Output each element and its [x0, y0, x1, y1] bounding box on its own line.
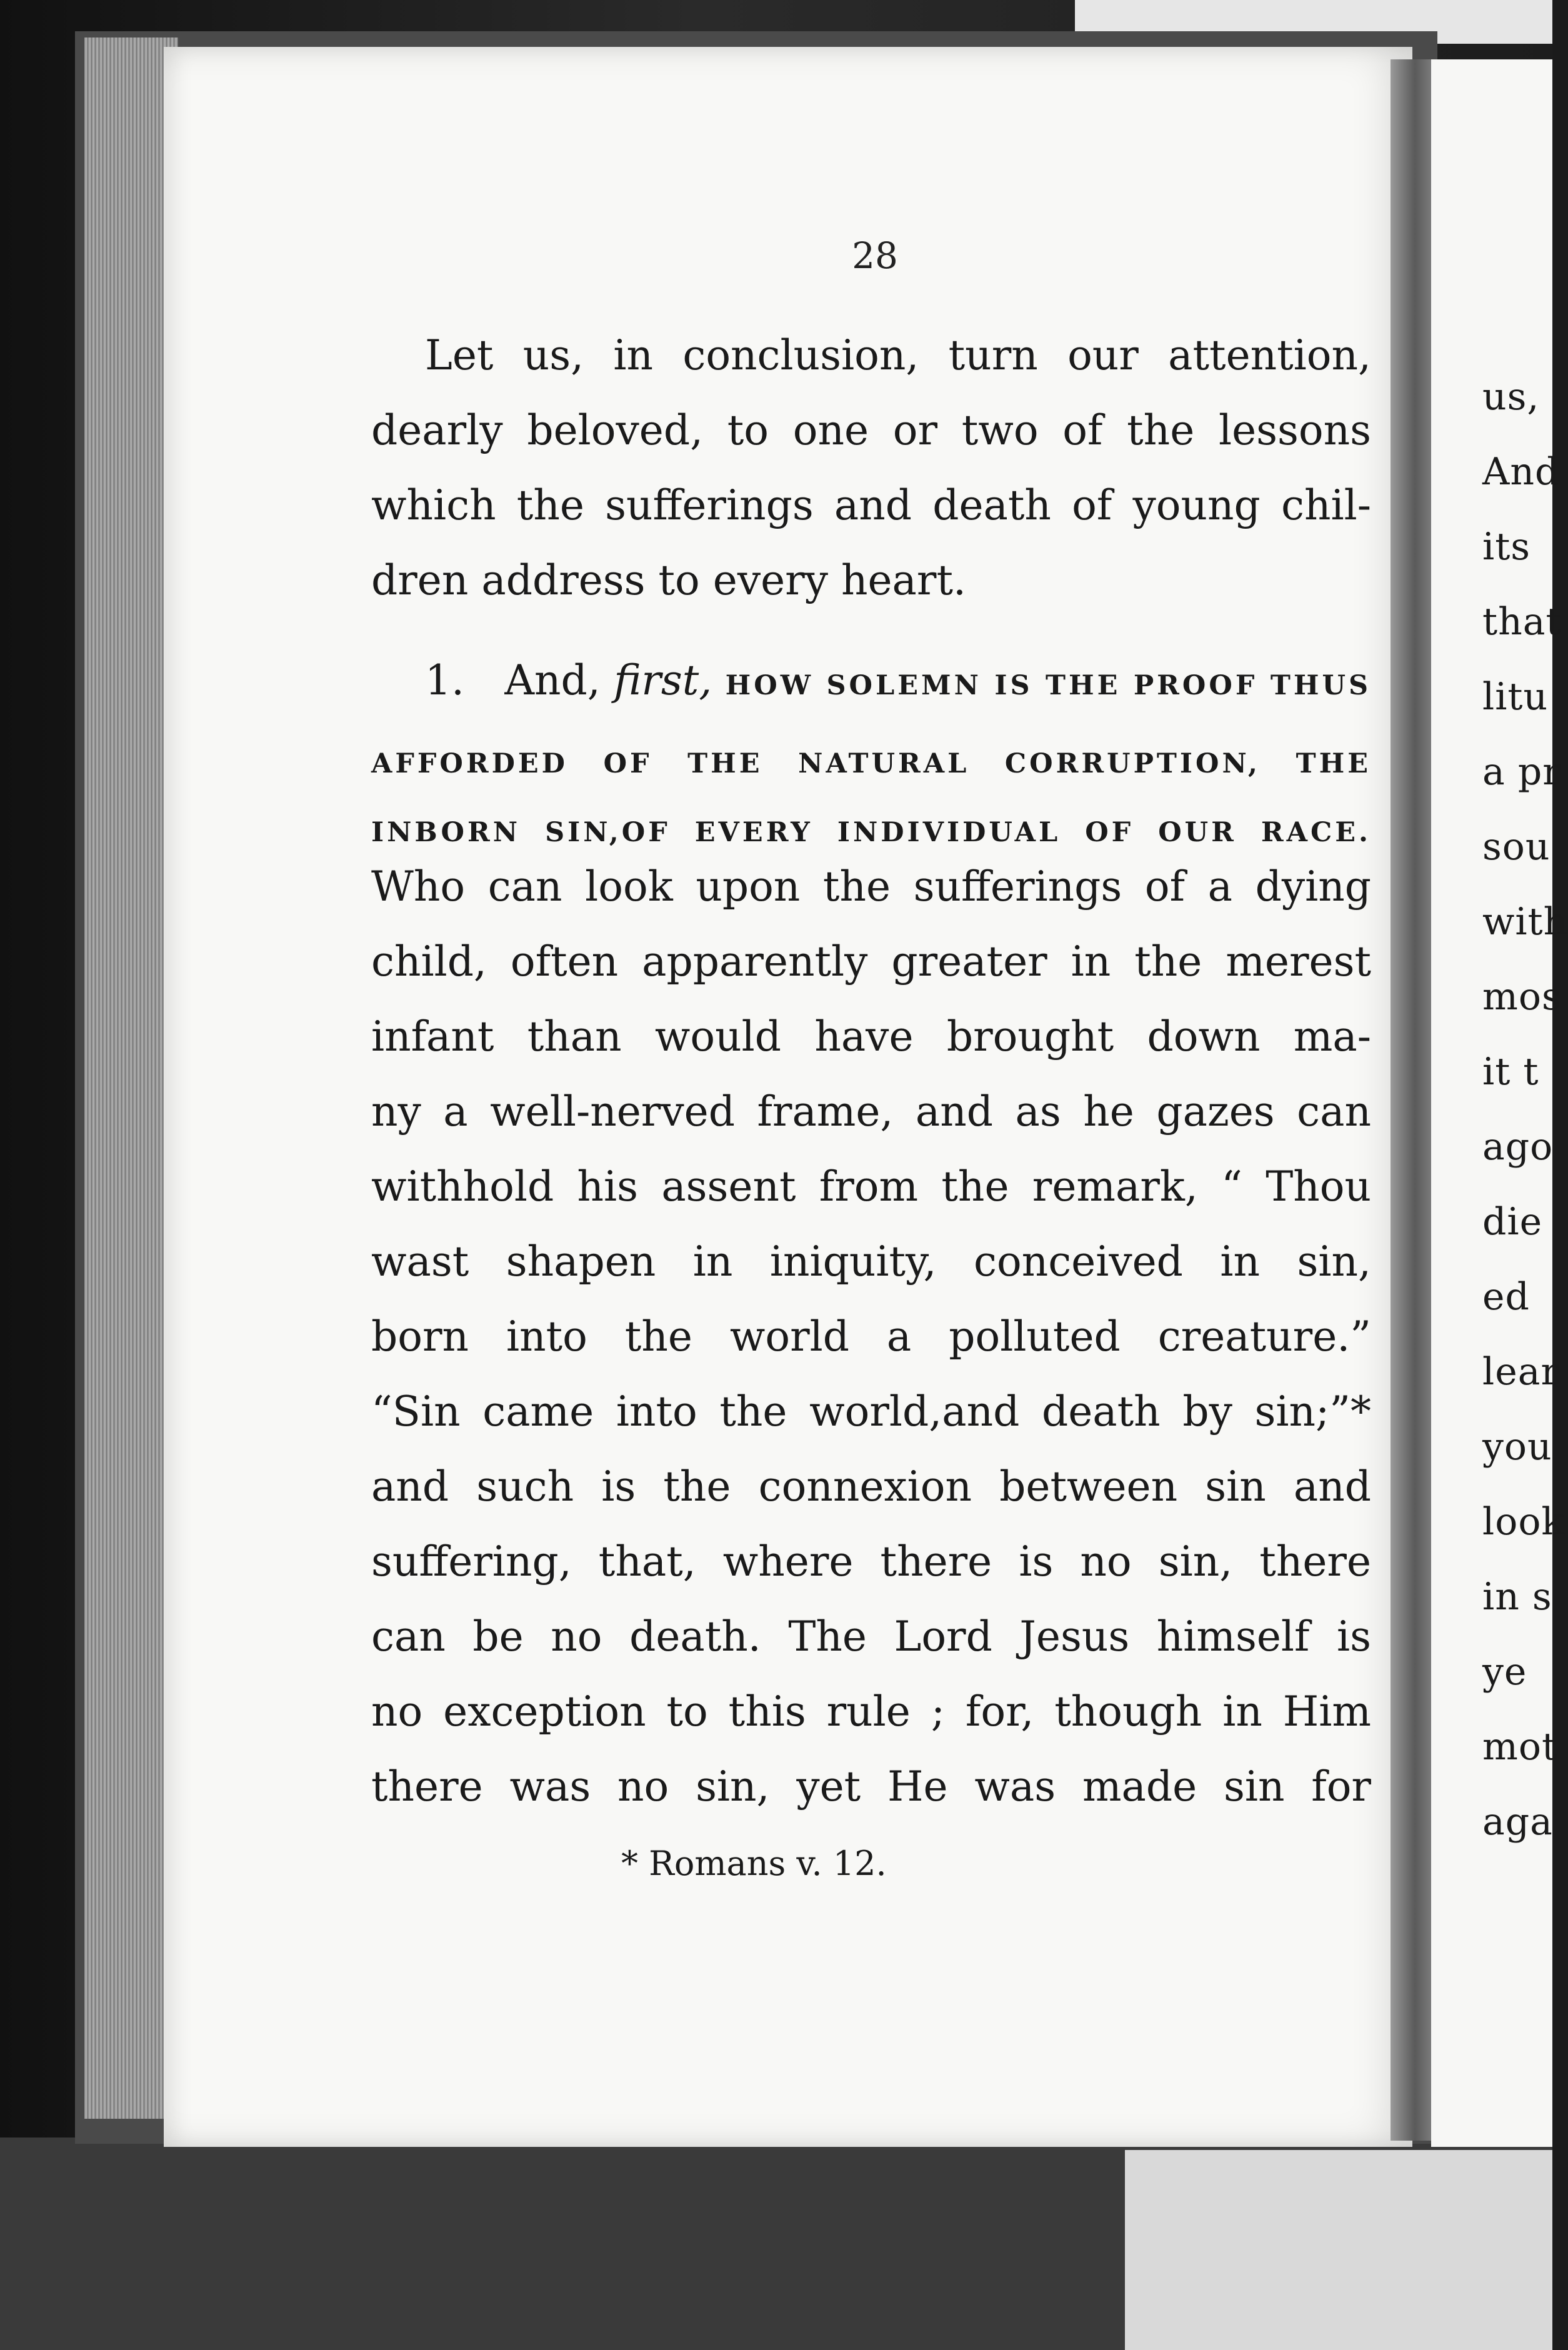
section-heading-text: INBORN SIN,OF EVERY INDIVIDUAL OF OUR RACE.: [371, 817, 1371, 848]
next-page-fragment: sou: [1482, 825, 1551, 869]
next-page-fragment: in s: [1482, 1575, 1552, 1619]
body-line: infant than would have brought down ma-: [371, 1012, 1371, 1061]
next-page-fragment: ed: [1482, 1275, 1530, 1319]
book-gutter: [1391, 59, 1431, 2141]
section-emphasis: first,: [614, 656, 712, 704]
next-page-fragment: ago: [1482, 1125, 1554, 1169]
body-line: Who can look upon the sufferings of a dying: [371, 862, 1371, 911]
next-page-fragment: lear: [1482, 1350, 1560, 1394]
next-page-fragment: ye: [1482, 1650, 1527, 1694]
body-line: and such is the connexion between sin and: [371, 1462, 1371, 1511]
body-line: dren address to every heart.: [371, 556, 966, 604]
next-page-fragment: die: [1482, 1200, 1543, 1244]
body-line: which the sufferings and death of young chil-: [371, 481, 1371, 529]
section-number: 1.: [425, 656, 464, 704]
next-page-fragment: us,: [1482, 375, 1540, 419]
next-page-fragment: mot: [1482, 1725, 1558, 1769]
next-page-fragment: mos: [1482, 975, 1562, 1019]
next-page-fragment: look: [1482, 1500, 1565, 1544]
section-lead: And,: [504, 656, 601, 704]
next-page-fragment: And: [1482, 450, 1560, 494]
body-line: withhold his assent from the remark, “ Thou: [371, 1162, 1371, 1211]
section-heading-text: HOW SOLEMN IS THE PROOF THUS: [725, 670, 1371, 701]
next-page-fragment: its: [1482, 525, 1531, 569]
table-surface-light: [1125, 2150, 1552, 2350]
section-heading-line: [371, 803, 1371, 851]
next-page-fragment: litu: [1482, 675, 1549, 719]
body-line: Let us, in conclusion, turn our attention,: [425, 331, 1371, 379]
section-heading-line: [371, 734, 1371, 782]
footnote: * Romans v. 12.: [621, 1844, 887, 1883]
section-heading-line: [425, 656, 1371, 704]
body-line: wast shapen in iniquity, conceived in sin,: [371, 1238, 1371, 1286]
next-page-fragment: a pr: [1482, 750, 1561, 794]
body-line: dearly beloved, to one or two of the lessons: [371, 406, 1371, 454]
page-number: 28: [852, 234, 898, 277]
body-line: no exception to this rule ; for, though in Him: [371, 1688, 1371, 1736]
body-line: “Sin came into the world,and death by sin;”*: [371, 1388, 1371, 1436]
next-page-fragment: that: [1482, 600, 1562, 644]
book-page-right: [1431, 59, 1568, 2147]
body-line: born into the world a polluted creature.”: [371, 1312, 1371, 1361]
body-line: can be no death. The Lord Jesus himself is: [371, 1612, 1371, 1661]
section-heading-text: AFFORDED OF THE NATURAL CORRUPTION, THE: [371, 748, 1371, 779]
body-line: there was no sin, yet He was made sin for: [371, 1762, 1371, 1811]
next-page-fragment: it t: [1482, 1050, 1539, 1094]
body-line: child, often apparently greater in the merest: [371, 938, 1371, 986]
next-page-fragment: you: [1482, 1425, 1552, 1469]
body-line: suffering, that, where there is no sin, there: [371, 1538, 1371, 1586]
next-page-fragment: with: [1482, 900, 1568, 944]
next-page-fragment: aga: [1482, 1800, 1553, 1844]
body-line: ny a well-nerved frame, and as he gazes can: [371, 1088, 1371, 1136]
